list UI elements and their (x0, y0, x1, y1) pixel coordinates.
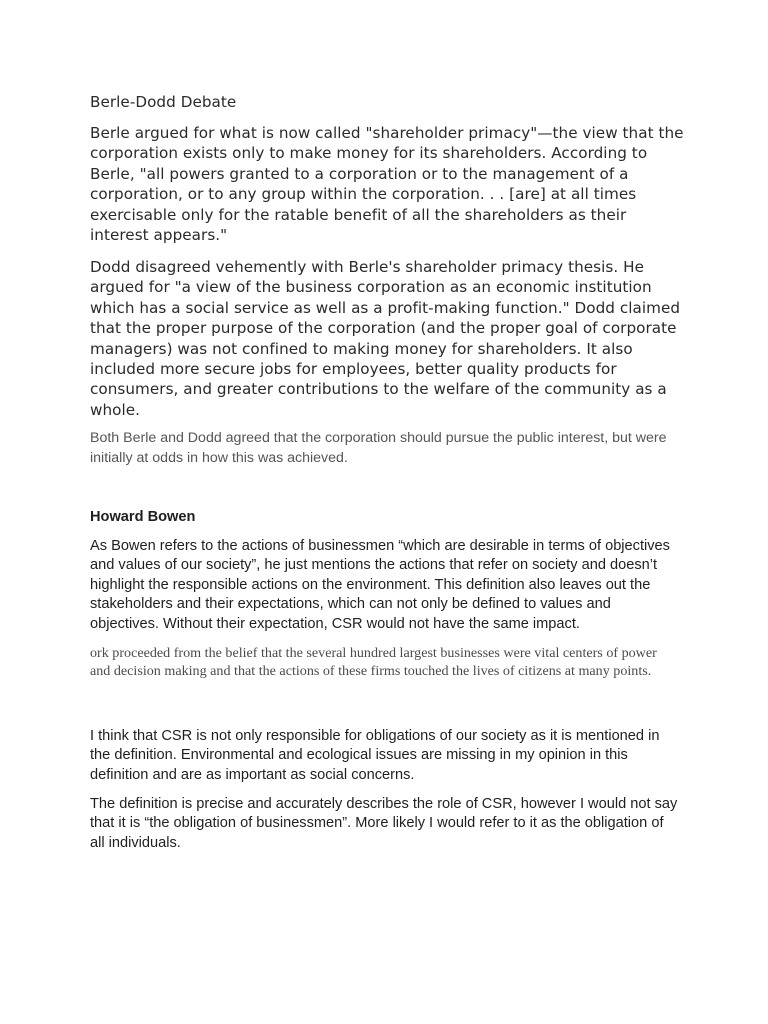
paragraph-csr-opinion: I think that CSR is not only responsible for obligations of our society as it is mentioned in the definition. Environmental and ecological issues are missing in my opinion in this definition and are as important as social concerns. (90, 728, 660, 783)
paragraph-agreement: Both Berle and Dodd agreed that the corporation should pursue the public interest, but were initially at odds in how this was achieved. (90, 430, 667, 466)
paragraph-bowen-critique: As Bowen refers to the actions of businessmen “which are desirable in terms of objectives and values of our society”, he just mentions the actions that refer on society and doesn’t highlight the responsible actions on the environment. This definition also leaves out the stakeholders and their expectations, which can not only be defined to values and objectives. Without their expectation, CSR would not have the same impact. (90, 538, 670, 632)
paragraph-dodd-argument: Dodd disagreed vehemently with Berle's shareholder primacy thesis. He argued for "a view of the business corporation as an economic institution which has a social service as well as a profit-making function." Dodd claimed that the proper purpose of the corporation (and the proper goal of corporate managers) was not confined to making money for shareholders. It also included more secure jobs for employees, better quality products for consumers, and greater contributions to the welfare of the community as a whole. (90, 258, 681, 419)
section-title-howard-bowen: Howard Bowen (90, 509, 196, 525)
paragraph-definition-assessment: The definition is precise and accurately describes the role of CSR, however I would not say that it is “the obligation of businessmen”. More likely I would refer to it as the obligation of all individuals. (90, 796, 678, 851)
paragraph-berle-argument: Berle argued for what is now called "shareholder primacy"—the view that the corporation exists only to make money for its shareholders. According to Berle, "all powers granted to a corporation or to the management of a corporation, or to any group within the corporation. . . [are] at all times exercisable only for the ratable benefit of all the shareholders as their interest appears." (90, 124, 684, 245)
quote-excerpt: ork proceeded from the belief that the several hundred largest businesses were vital centers of power and decision making and that the actions of these firms touched the lives of citizens at many points. (90, 645, 657, 679)
section-title-berle-dodd: Berle-Dodd Debate (90, 93, 237, 111)
